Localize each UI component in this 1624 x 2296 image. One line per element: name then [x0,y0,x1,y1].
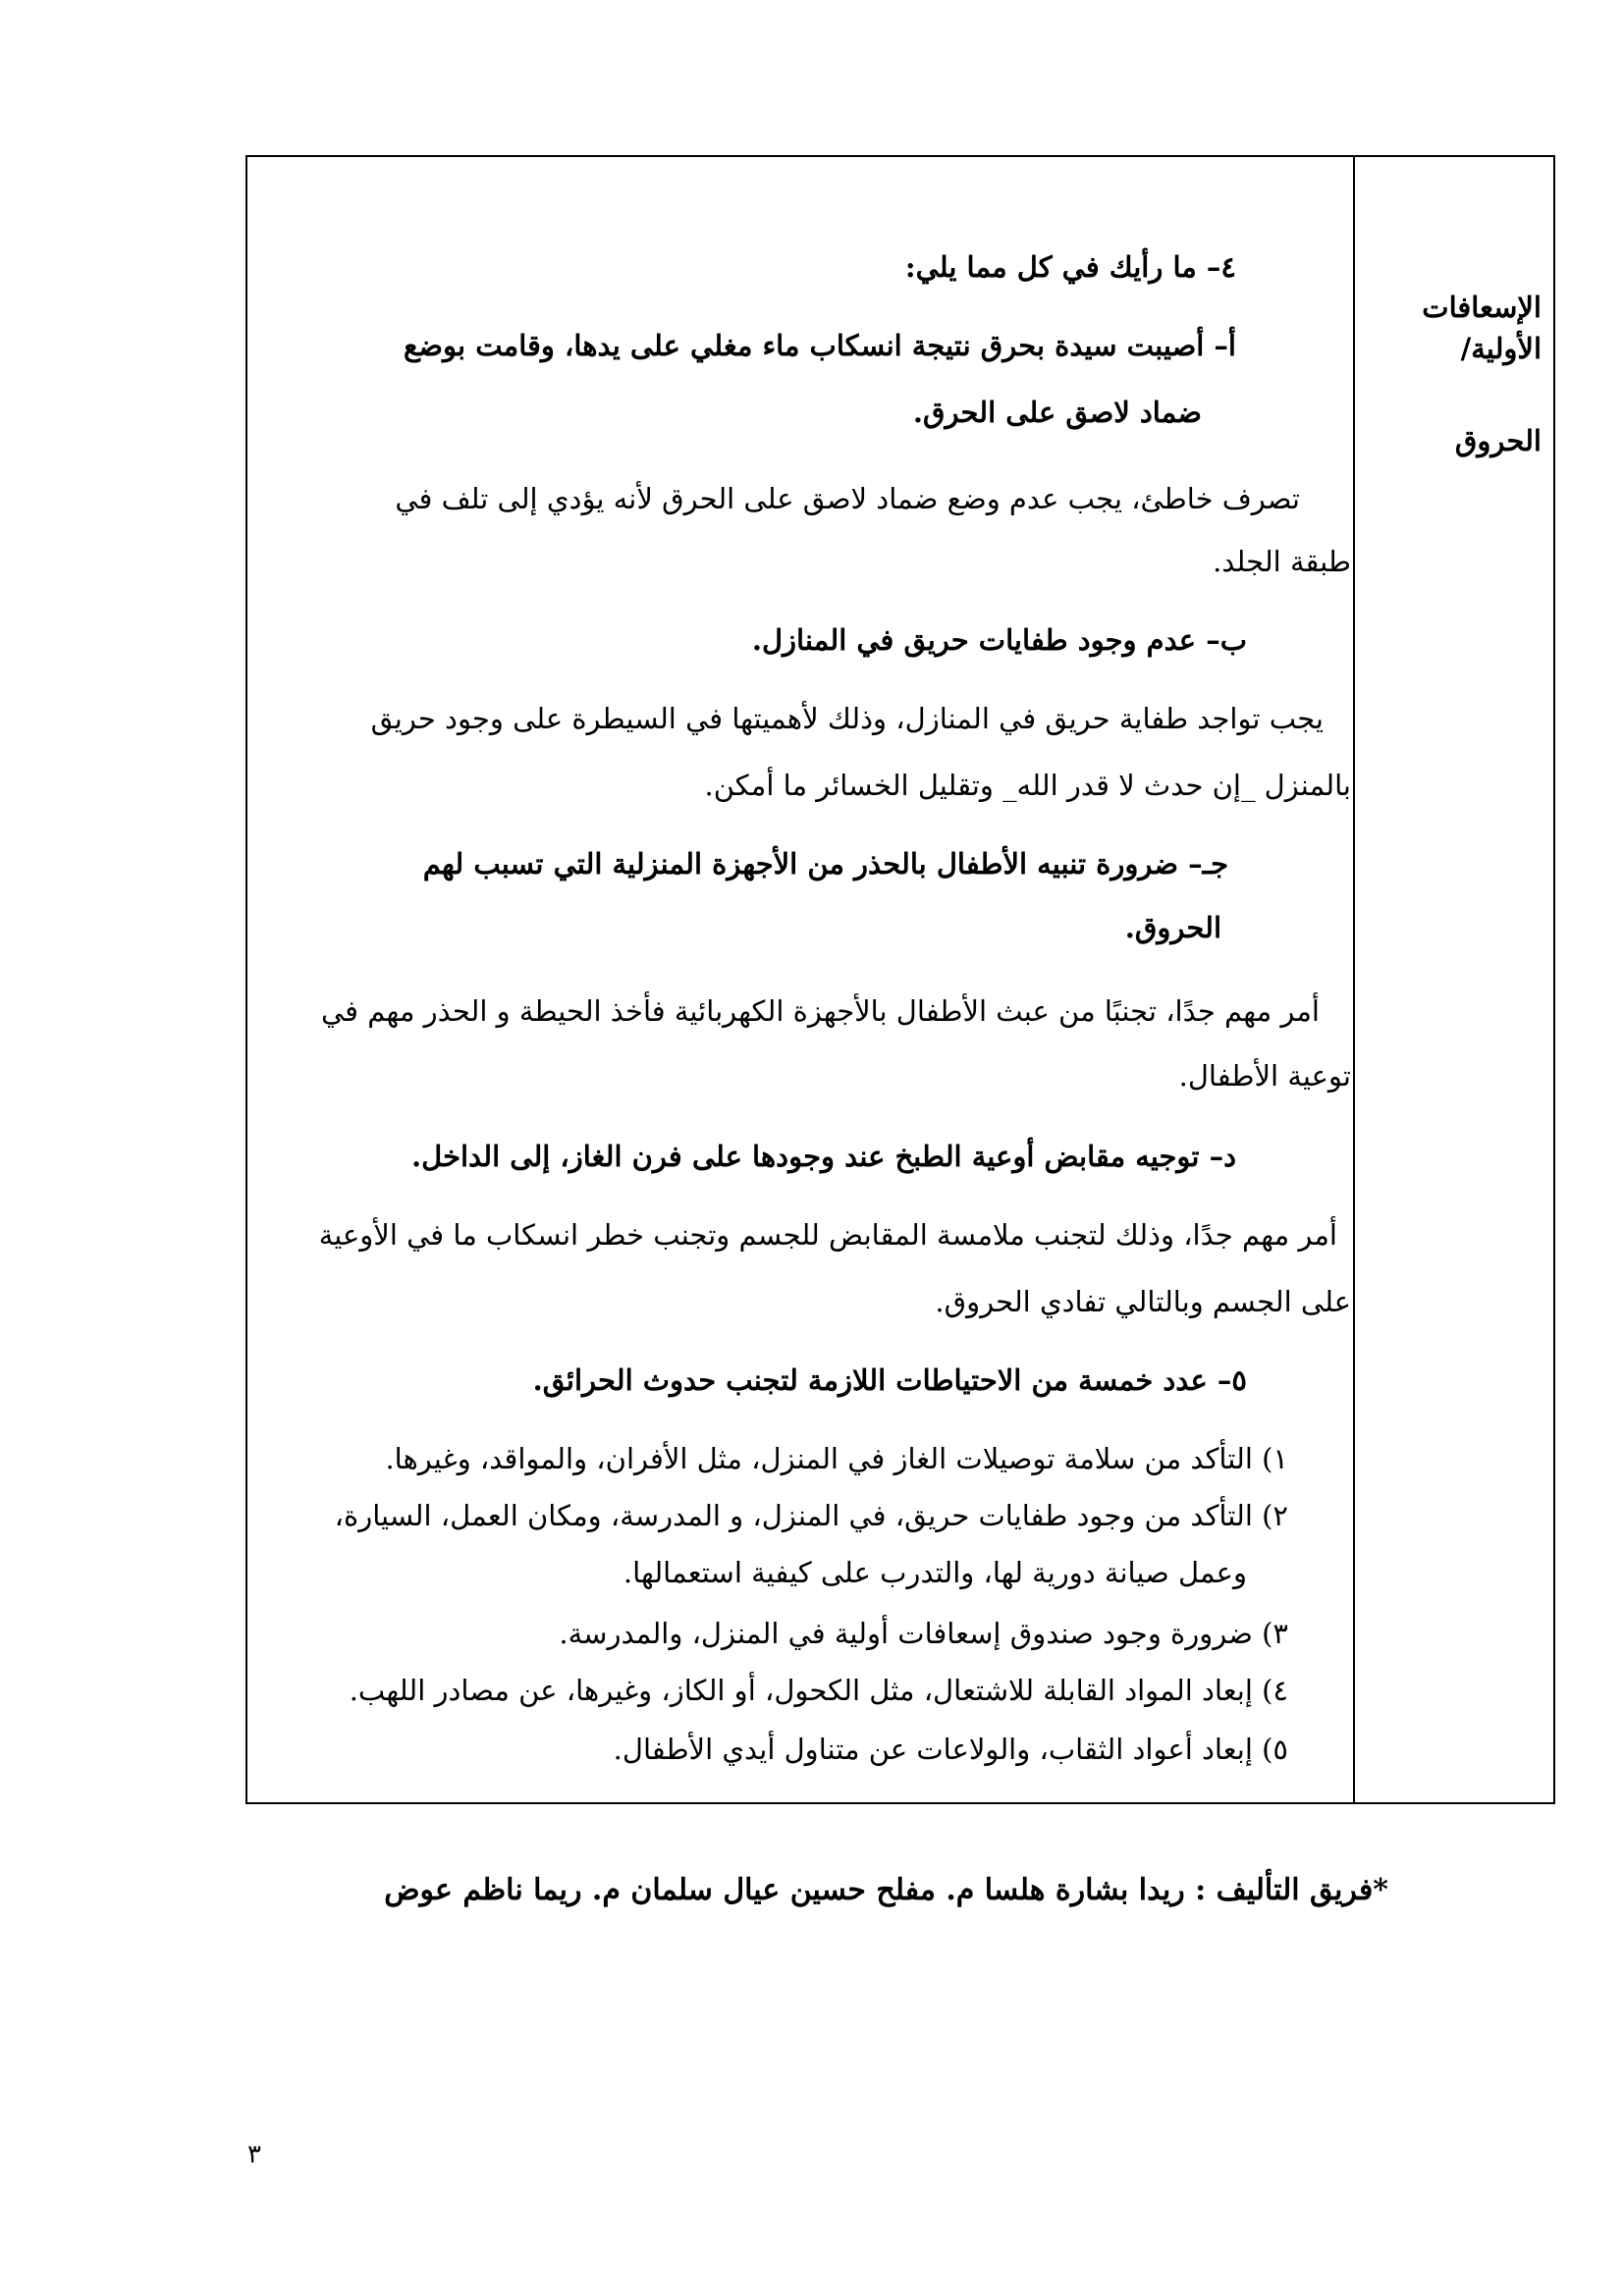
question-a-line1: أ– أصيبت سيدة بحرق نتيجة انسكاب ماء مغلي على يدها، وقامت بوضع [403,329,1236,362]
question-5-title: ٥– عدد خمسة من الاحتياطات اللازمة لتجنب حدوث الحرائق. [532,1363,1247,1397]
question-4-title: ٤– ما رأيك في كل مما يلي: [904,250,1236,284]
column-divider [1353,155,1355,1804]
question-c-line2: الحروق. [1124,911,1221,944]
question-a-line2: ضماد لاصق على الحرق. [912,396,1202,429]
list-item-5: ٥) إبعاد أعواد الثقاب، والولاعات عن متناول أيدي الأطفال. [613,1733,1288,1766]
side-label-line1: الإسعافات [1422,291,1542,324]
answer-a-line1: تصرف خاطئ، يجب عدم وضع ضماد لاصق على الحرق لأنه يؤدي إلى تلف في [395,482,1300,515]
list-item-2-line2: وعمل صيانة دورية لها، والتدرب على كيفية استعمالها. [623,1556,1247,1589]
answer-d-line1: أمر مهم جدًا، وذلك لتجنب ملامسة المقابض للجسم وتجنب خطر انسكاب ما في الأوعية [318,1218,1337,1252]
side-label-line3: الحروق [1454,424,1542,457]
page-number: ٣ [247,2140,261,2169]
answer-c-line2: توعية الأطفال. [1178,1059,1351,1093]
answer-c-line1: أمر مهم جدًا، تجنبًا من عبث الأطفال بالأجهزة الكهربائية فأخذ الحيطة و الحذر مهم في [320,994,1320,1028]
list-item-4: ٤) إبعاد المواد القابلة للاشتعال، مثل الكحول، أو الكاز، وغيرها، عن مصادر اللهب. [349,1674,1288,1707]
list-item-2-line1: ٢) التأكد من وجود طفايات حريق، في المنزل، و المدرسة، ومكان العمل، السيارة، [334,1499,1288,1532]
question-b: ب– عدم وجود طفايات حريق في المنازل. [751,623,1247,657]
question-d: د– توجيه مقابض أوعية الطبخ عند وجودها على فرن الغاز، إلى الداخل. [411,1140,1236,1173]
answer-b-line1: يجب تواجد طفاية حريق في المنازل، وذلك لأهميتها في السيطرة على وجود حريق [370,702,1324,735]
answer-a-line2: طبقة الجلد. [1213,545,1351,578]
list-item-1: ١) التأكد من سلامة توصيلات الغاز في المنزل، مثل الأفران، والمواقد، وغيرها. [385,1442,1288,1475]
list-item-3: ٣) ضرورة وجود صندوق إسعافات أولية في المنزل، والمدرسة. [559,1617,1288,1650]
answer-b-line2: بالمنزل _إن حدث لا قدر الله_ وتقليل الخسائر ما أمكن. [704,769,1351,802]
side-label-line2: الأولية/ [1460,332,1542,365]
answer-d-line2: على الجسم وبالتالي تفادي الحروق. [935,1285,1351,1318]
question-c-line1: جـ– ضرورة تنبيه الأطفال بالحذر من الأجهزة المنزلية التي تسبب لهم [422,847,1228,881]
authors-footer: *فريق التأليف : ريدا بشارة هلسا م. مفلح حسين عيال سلمان م. ريما ناظم عوض [384,1873,1388,1907]
